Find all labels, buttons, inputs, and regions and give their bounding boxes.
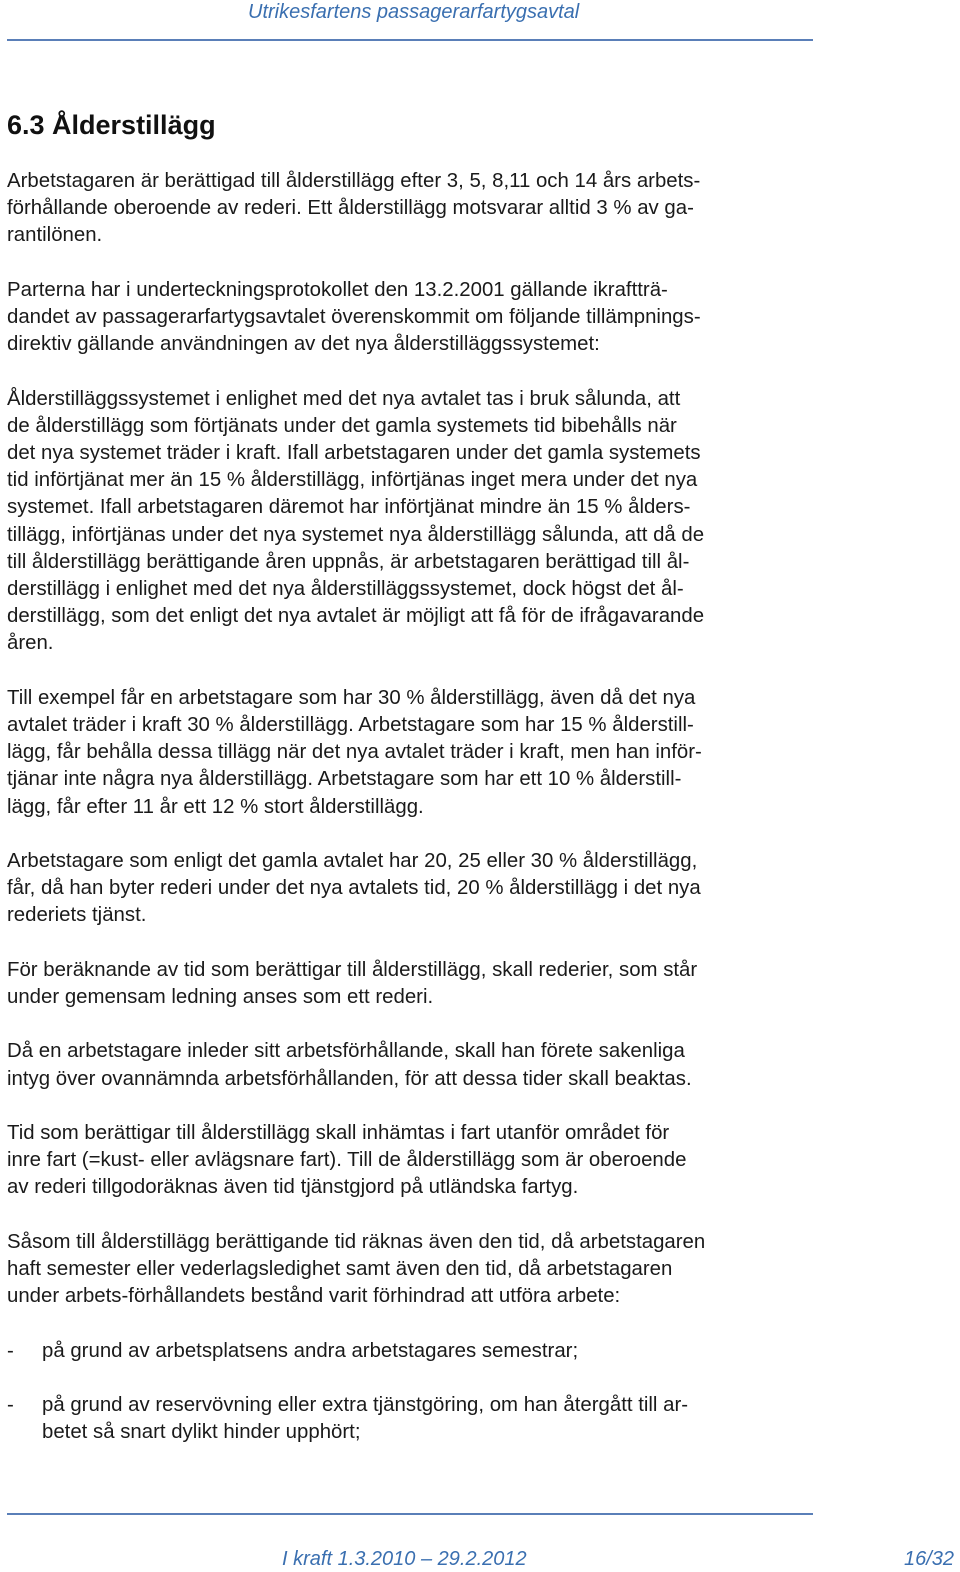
text-line: lägg, får efter 11 år ett 12 % stort ålderstillägg. [7, 795, 424, 818]
text-line: de ålderstillägg som förtjänats under det gamla systemets tid bibehålls när [7, 414, 677, 437]
text-line: Till exempel får en arbetstagare som har 30 % ålderstillägg, även då det nya [7, 686, 696, 709]
text-line: Ålderstilläggssystemet i enlighet med det nya avtalet tas i bruk sålunda, att [7, 387, 681, 410]
text-line: betet så snart dylikt hinder upphört; [42, 1421, 361, 1444]
text-line: inre fart (=kust- eller avlägsnare fart). Till de ålderstillägg som är oberoende [7, 1149, 687, 1172]
text-line: systemet. Ifall arbetstagaren däremot har införtjänat mindre än 15 % ålders- [7, 496, 691, 519]
text-line: derstillägg i enlighet med det nya ålderstilläggssystemet, dock högst det ål- [7, 578, 684, 601]
text-line: derstillägg, som det enligt det nya avtalet är möjligt att få för de ifrågavarande [7, 605, 705, 628]
text-line: haft semester eller vederlagsledighet samt även den tid, då arbetstagaren [7, 1258, 673, 1280]
text-line: tillägg, införtjänas under det nya systemet nya ålderstillägg sålunda, att då de [7, 523, 705, 546]
paragraph-qualifying-time [7, 1229, 822, 1311]
paragraph-rederi-change [7, 848, 822, 930]
text-line: av rederi tillgodoräknas även tid tjänstgjord på utländska fartyg. [7, 1176, 579, 1199]
text-line: det nya systemet träder i kraft. Ifall arbetstagaren under det gamla systemets [7, 442, 701, 464]
text-line: förhållande oberoende av rederi. Ett ålderstillägg motsvarar alltid 3 % av ga- [7, 197, 694, 220]
text-line: Då en arbetstagare inleder sitt arbetsförhållande, skall han förete sakenliga [7, 1040, 685, 1063]
text-line: Parterna har i underteckningsprotokollet den 13.2.2001 gällande ikraftträ- [7, 278, 668, 301]
text-line: till ålderstillägg berättigande åren uppnås, är arbetstagaren berättigad till ål- [7, 550, 690, 573]
page-number: 16/32 [904, 1548, 955, 1570]
text-line: Arbetstagare som enligt det gamla avtalet har 20, 25 eller 30 % ålderstillägg, [7, 850, 698, 873]
paragraph-protocol [7, 277, 822, 359]
paragraph-example [7, 685, 822, 821]
list-dash: - [7, 1393, 14, 1416]
text-line: tid införtjänat mer än 15 % ålderstillägg, införtjänas inget mera under det nya [7, 469, 698, 492]
list-item [7, 1392, 822, 1446]
text-line: avtalet träder i kraft 30 % ålderstillägg. Arbetstagare som har 15 % ålderstill- [7, 714, 694, 737]
paragraph-eligibility [7, 168, 822, 250]
paragraph-certificates [7, 1038, 822, 1092]
list-item [7, 1338, 822, 1365]
text-line: För beräknande av tid som berättigar till ålderstillägg, skall rederier, som står [7, 958, 698, 981]
text-line: rantilönen. [7, 224, 103, 247]
text-line: tjänar inte några nya ålderstillägg. Arbetstagare som har ett 10 % ålderstill- [7, 768, 682, 791]
list-dash: - [7, 1339, 14, 1362]
text-line: under gemensam ledning anses som ett rederi. [7, 986, 434, 1009]
text-line: på grund av arbetsplatsens andra arbetstagares semestrar; [42, 1339, 579, 1362]
text-line: dandet av passagerarfartygsavtalet överenskommit om följande tillämpnings- [7, 306, 701, 328]
body-text [7, 168, 822, 1474]
text-line: Såsom till ålderstillägg berättigande tid räknas även den tid, då arbetstagaren [7, 1230, 706, 1253]
text-line: intyg över ovannämnda arbetsförhållanden, för att dessa tider skall beaktas. [7, 1067, 692, 1090]
header-title: Utrikesfartens passagerarfartygsavtal [248, 1, 580, 23]
paragraph-foreign-service [7, 1120, 822, 1202]
section-heading: 6.3 Ålderstillägg [7, 110, 216, 140]
text-line: direktiv gällande användningen av det nya ålderstilläggssystemet: [7, 333, 600, 356]
footer-validity: I kraft 1.3.2010 – 29.2.2012 [282, 1548, 527, 1570]
text-line: Arbetstagaren är berättigad till ålderstillägg efter 3, 5, 8,11 och 14 års arbets- [7, 170, 701, 192]
text-line: under arbets-förhållandets bestånd varit förhindrad att utföra arbete: [7, 1285, 621, 1308]
paragraph-system [7, 386, 822, 658]
text-line: på grund av reservövning eller extra tjänstgöring, om han återgått till ar- [42, 1393, 689, 1416]
footer-rule [7, 1513, 813, 1515]
text-line: åren. [7, 632, 54, 655]
header-rule [7, 39, 813, 41]
paragraph-common-management [7, 957, 822, 1011]
text-line: får, då han byter rederi under det nya avtalets tid, 20 % ålderstillägg i det nya [7, 877, 701, 900]
text-line: lägg, får behålla dessa tillägg när det nya avtalet träder i kraft, men han inför- [7, 741, 702, 764]
text-line: Tid som berättigar till ålderstillägg skall inhämtas i fart utanför området för [7, 1122, 670, 1144]
text-line: rederiets tjänst. [7, 904, 147, 927]
